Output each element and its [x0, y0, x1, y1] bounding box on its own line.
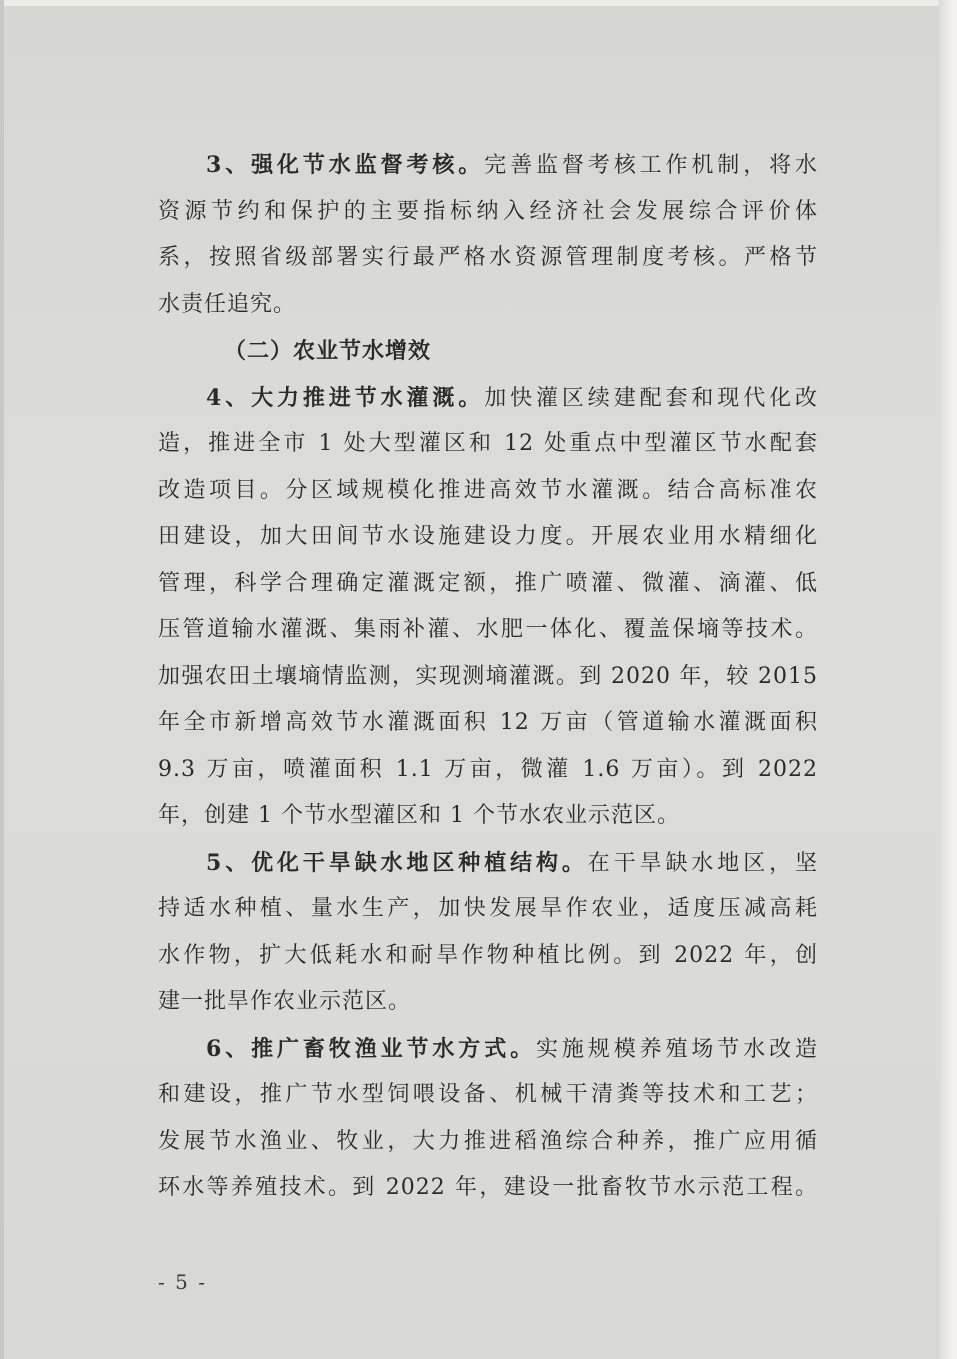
paragraph-line: 和建设，推广节水型饲喂设备、机械干清粪等技术和工艺； [158, 1082, 818, 1107]
item-3-title: 3、强化节水监督考核。 [206, 152, 485, 178]
page-number: - 5 - [158, 1270, 207, 1294]
paragraph-line: 水责任追究。 [158, 291, 297, 317]
paragraph-line [158, 840, 818, 887]
item-5-title: 5、优化干旱缺水地区种植结构。 [206, 849, 588, 876]
item-4-title: 4、大力推进节水灌溉。 [206, 384, 485, 411]
paragraph-line [158, 1026, 818, 1073]
paragraph-line: 年全市新增高效节水灌溉面积 12 万亩（管道输水灌溉面积 [158, 710, 818, 735]
paragraph-line: 年，创建 1 个节水型灌区和 1 个节水农业示范区。 [158, 803, 680, 828]
paper-right-edge [939, 0, 957, 1359]
paragraph-line [158, 375, 818, 422]
item-6-text: 实施规模养殖场节水改造 [536, 1036, 818, 1062]
paragraph-line: 发展节水渔业、牧业，大力推进稻渔综合种养，推广应用循 [158, 1128, 818, 1154]
document-body [158, 142, 818, 1212]
item-3-text: 完善监督考核工作机制，将水 [484, 153, 818, 178]
paragraph-line: 田建设，加大田间节水设施建设力度。开展农业用水精细化 [158, 524, 818, 549]
paragraph-line: 压管道输水灌溉、集雨补灌、水肥一体化、覆盖保墒等技术。 [158, 617, 818, 642]
paragraph-line: 改造项目。分区域规模化推进高效节水灌溉。结合高标准农 [158, 477, 818, 503]
paragraph-line: 水作物，扩大低耗水和耐旱作物种植比例。到 2022 年，创 [158, 942, 818, 968]
paper-left-edge [0, 0, 4, 1359]
paragraph-line: 建一批旱作农业示范区。 [158, 989, 412, 1014]
paper-top-edge [0, 0, 957, 6]
item-4-text: 加快灌区续建配套和现代化改 [484, 385, 818, 411]
item-5-text: 在干旱缺水地区，坚 [587, 850, 818, 876]
paragraph-line: 9.3 万亩，喷灌面积 1.1 万亩，微灌 1.6 万亩）。到 2022 [158, 756, 818, 782]
paragraph-line: 管理，科学合理确定灌溉定额，推广喷灌、微灌、滴灌、低 [158, 570, 818, 596]
paragraph-line: 系，按照省级部署实行最严格水资源管理制度考核。严格节 [158, 245, 818, 270]
paragraph-line: 资源节约和保护的主要指标纳入经济社会发展综合评价体 [158, 198, 818, 224]
item-6-title: 6、推广畜牧渔业节水方式。 [206, 1035, 536, 1062]
paragraph-line: 持适水种植、量水生产，加快发展旱作农业，适度压减高耗 [158, 896, 818, 921]
paragraph-line: 环水等养殖技术。到 2022 年，建设一批畜牧节水示范工程。 [158, 1175, 818, 1200]
paragraph-line: 造，推进全市 1 处大型灌区和 12 处重点中型灌区节水配套 [158, 431, 818, 456]
paragraph-line: 加强农田土壤墒情监测，实现测墒灌溉。到 2020 年，较 2015 [158, 663, 818, 689]
section-heading: （二）农业节水增效 [224, 338, 432, 364]
paragraph-line [158, 142, 818, 189]
